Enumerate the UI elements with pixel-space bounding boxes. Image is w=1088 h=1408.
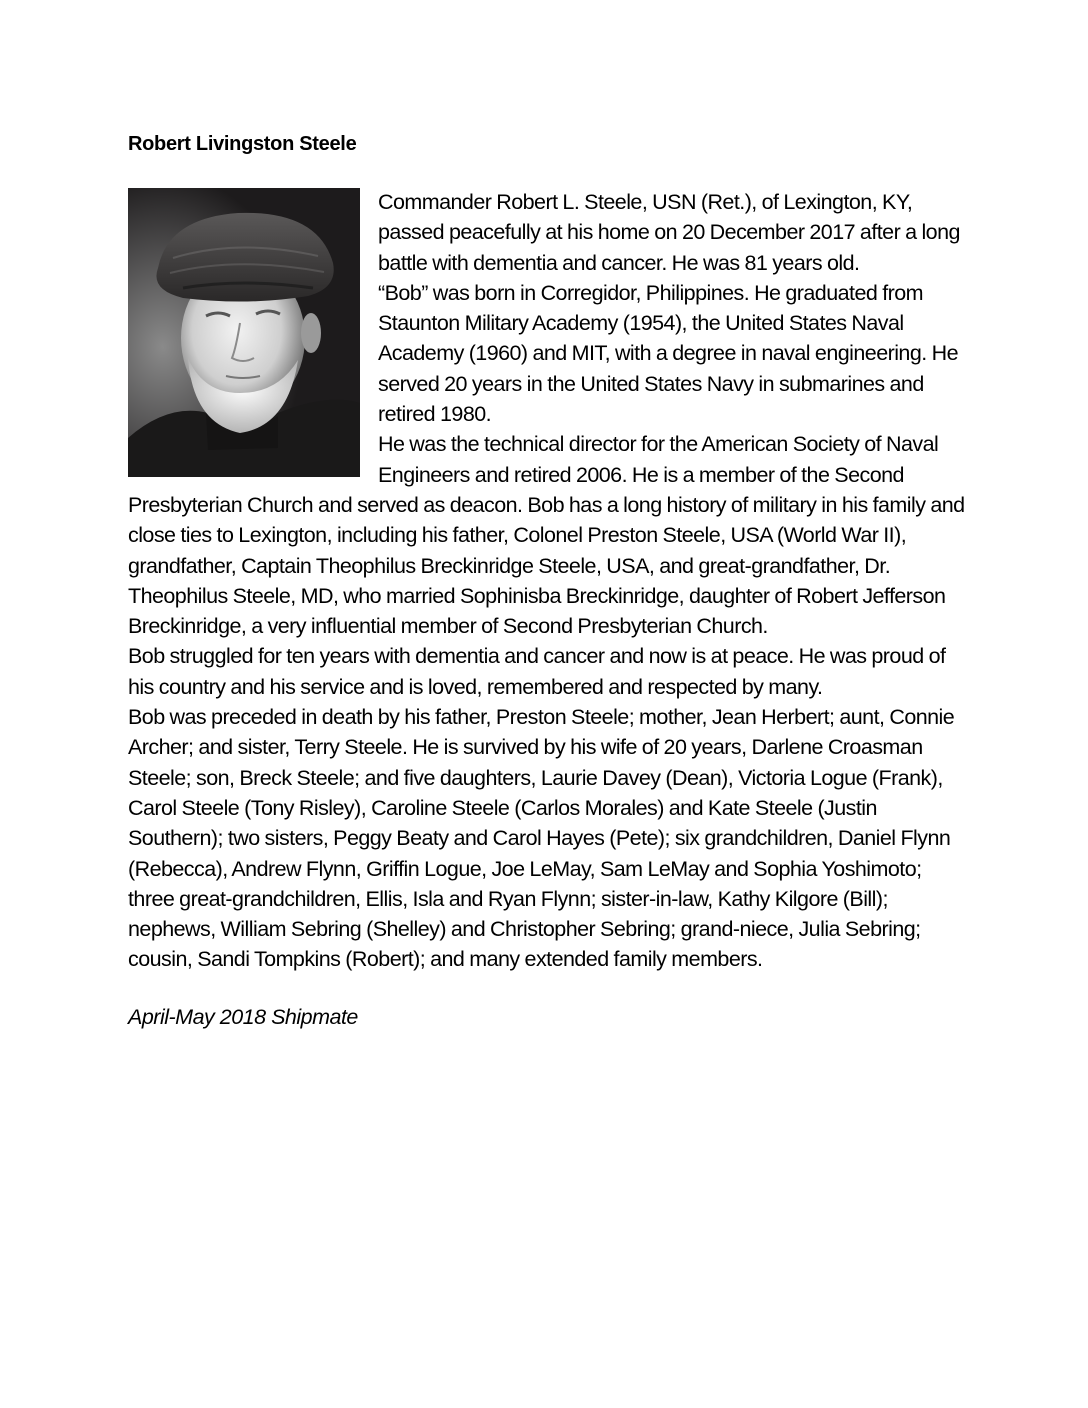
portrait-photo	[128, 188, 360, 477]
obituary-page	[128, 128, 968, 1030]
paragraph-career-family: He was the technical director for the American Society of Naval Engineers and retired 2006. He is a member of the Second Presbyterian Church and served as deacon. Bob has a long history of military in his family and close ties to Lexington, including his father, Colonel Preston Steele, USA (World War II), grandfather, Captain Theophilus Breckinridge Steele, USA, and great-grandfather, Dr. Theophilus Steele, MD, who married Sophinisba Breckinridge, daughter of Robert Jefferson Breckinridge, a very influential member of Second Presbyterian Church.	[128, 432, 965, 639]
portrait-image	[128, 188, 360, 477]
paragraph-early-life: “Bob” was born in Corregidor, Philippines. He graduated from Staunton Military Academy (1954), the United States Naval Academy (1960) and MIT, with a degree in naval engineering. He served 20 years in the United States Navy in submarines and retired 1980.	[378, 280, 958, 427]
paragraph-survivors: Bob was preceded in death by his father, Preston Steele; mother, Jean Herbert; aunt, Connie Archer; and sister, Terry Steele. He is survived by his wife of 20 years, Darlene Croasman Steele; son, Breck Steele; and five daughters, Laurie Davey (Dean), Victoria Logue (Frank), Carol Steele (Tony Risley), Caroline Steele (Carlos Morales) and Kate Steele (Justin Southern); two sisters, Peggy Beaty and Carol Hayes (Pete); six grandchildren, Daniel Flynn (Rebecca), Andrew Flynn, Griffin Logue, Joe LeMay, Sam LeMay and Sophia Yoshimoto; three great-grandchildren, Ellis, Isla and Ryan Flynn; sister-in-law, Kathy Kilgore (Bill); nephews, William Sebring (Shelley) and Christopher Sebring; grand-niece, Julia Sebring; cousin, Sandi Tompkins (Robert); and many extended family members.	[128, 705, 955, 972]
source-citation: April-May 2018 Shipmate	[128, 1004, 358, 1029]
obituary-body	[128, 187, 968, 975]
paragraph-illness: Bob struggled for ten years with dementia and cancer and now is at peace. He was proud of his country and his service and is loved, remembered and respected by many.	[128, 644, 946, 699]
paragraph-death-notice: Commander Robert L. Steele, USN (Ret.), of Lexington, KY, passed peacefully at his home on 20 December 2017 after a long battle with dementia and cancer. He was 81 years old.	[378, 190, 960, 275]
page-title: Robert Livingston Steele	[128, 133, 357, 155]
